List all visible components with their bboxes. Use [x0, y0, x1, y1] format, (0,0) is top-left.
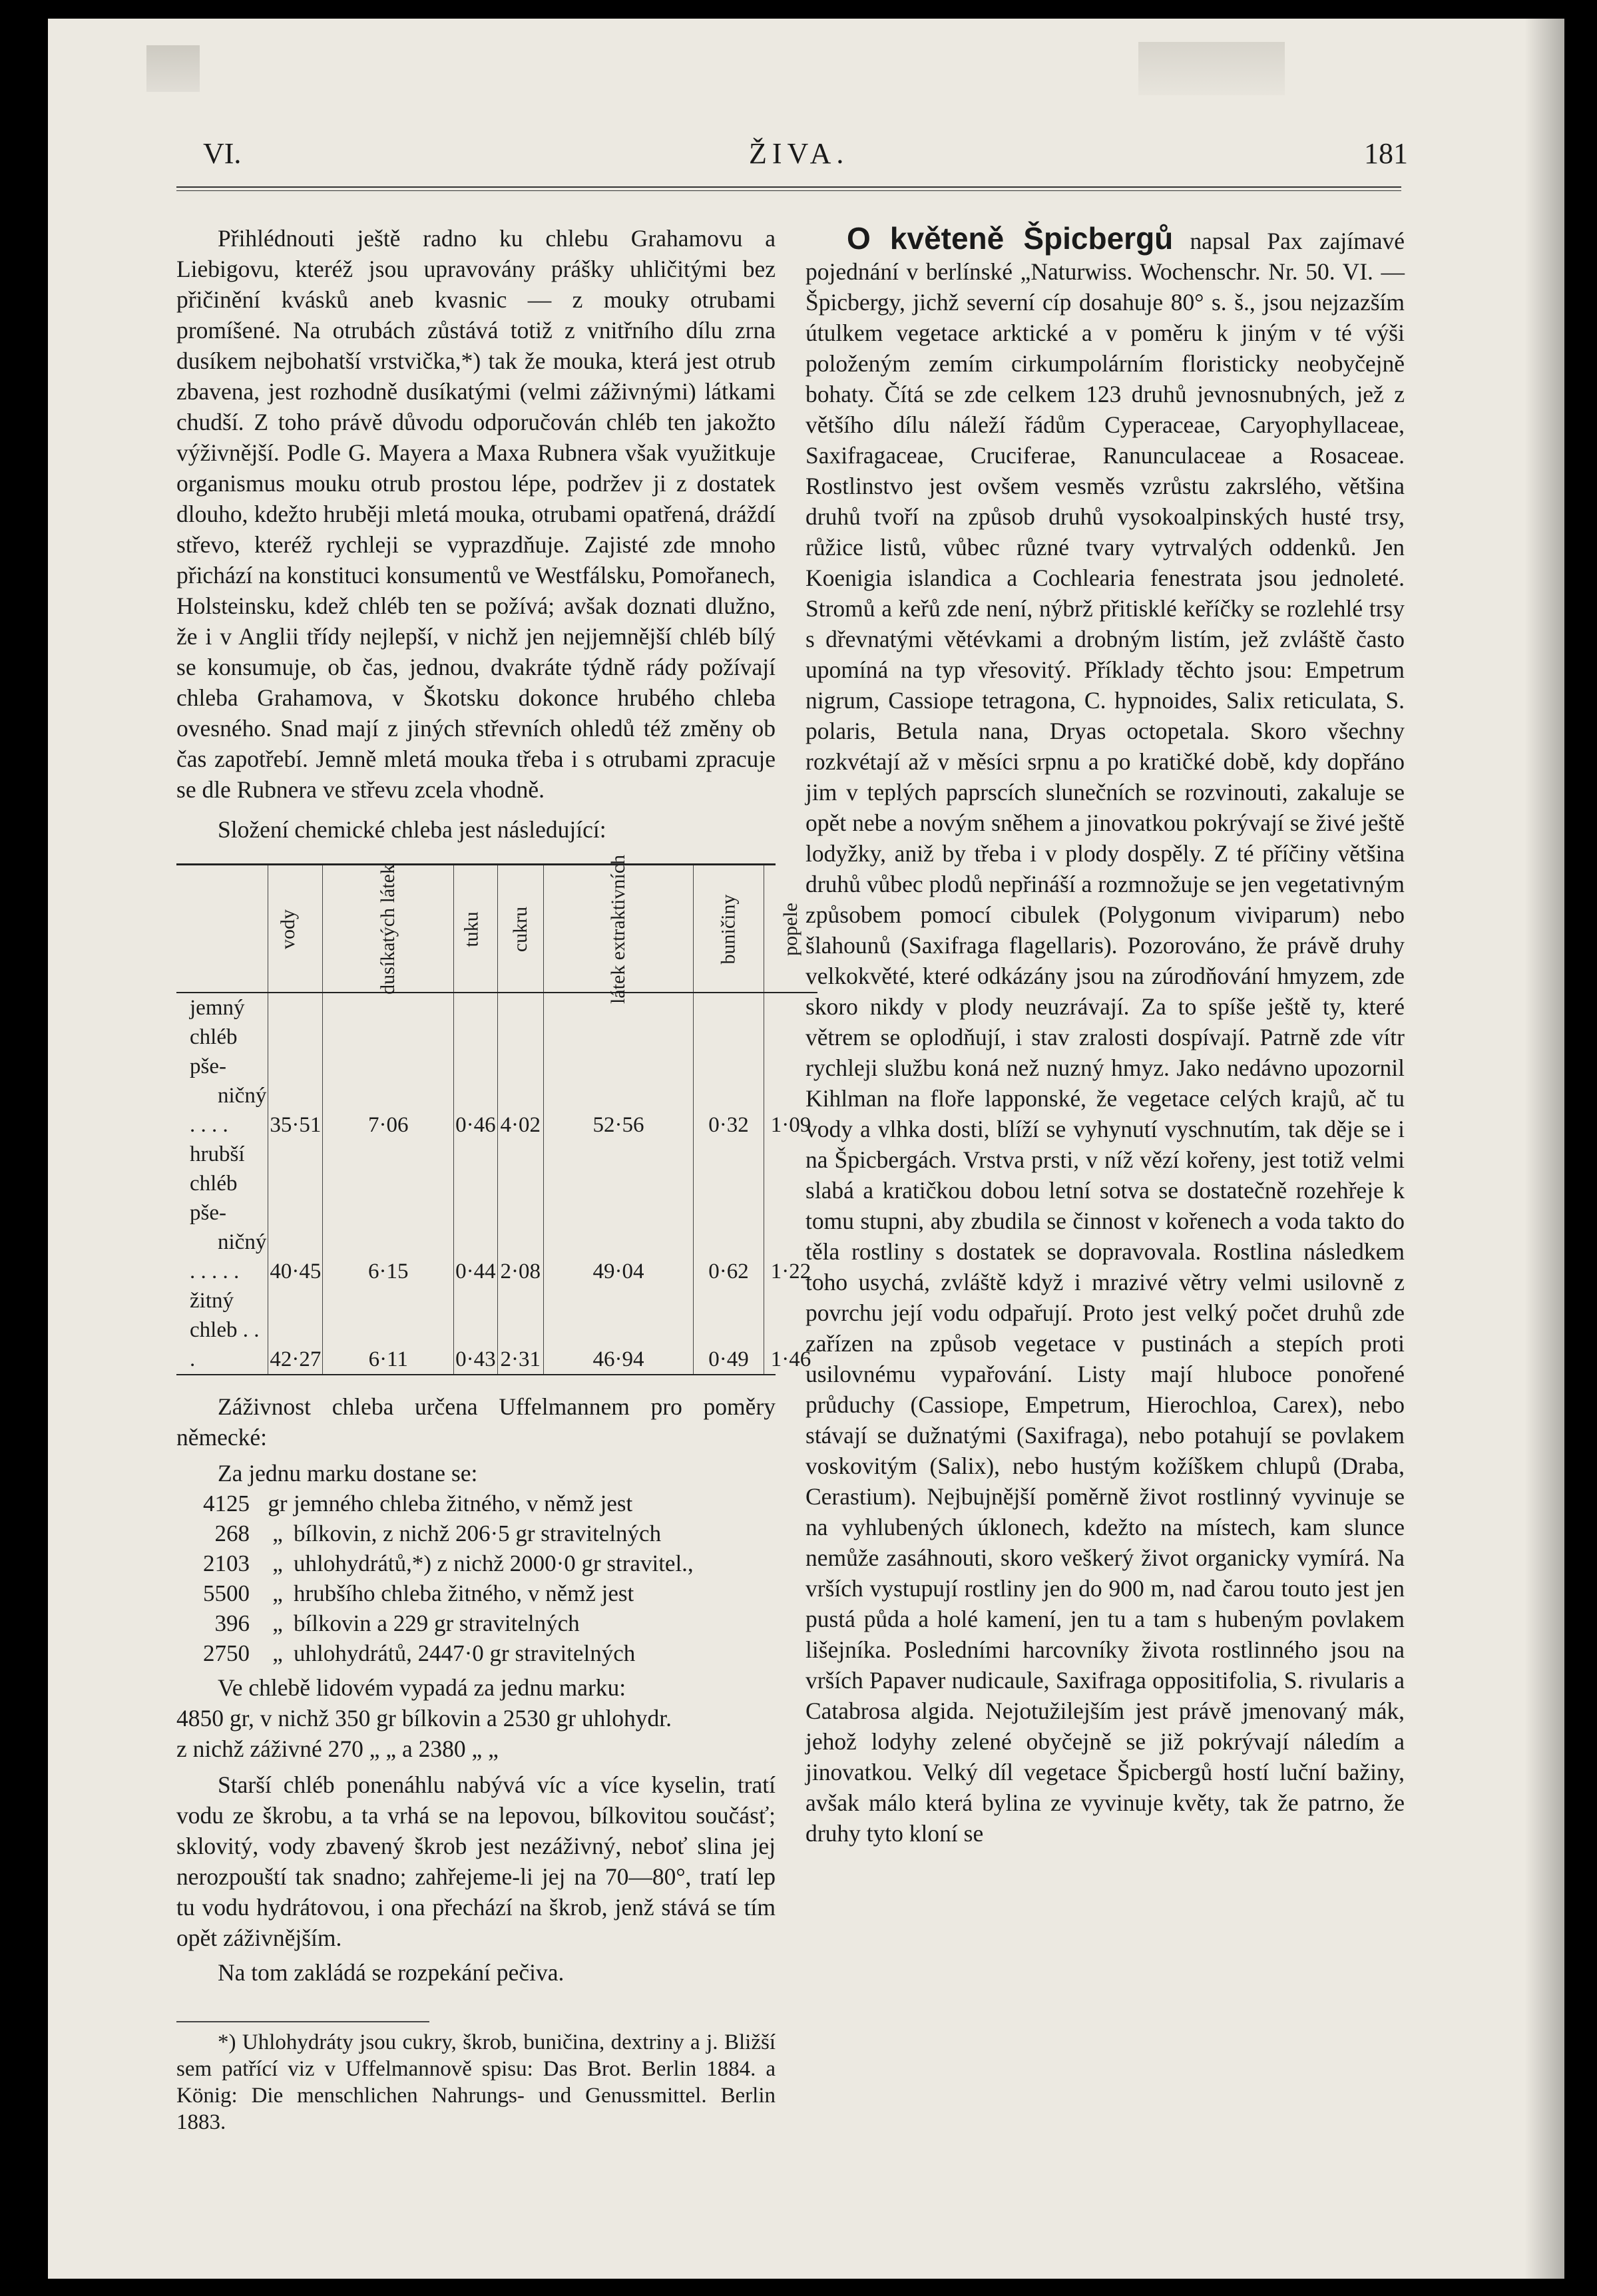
journal-title: ŽIVA. [749, 137, 849, 170]
bleed-through-mark [1138, 42, 1285, 95]
table-cell: 0·43 [454, 1286, 498, 1374]
composition-table [176, 854, 811, 1375]
table-cell: 0·62 [694, 1140, 764, 1286]
header-rule [176, 186, 1401, 191]
row-label: hrubší chléb pše- ničný . . . . . [190, 1142, 267, 1283]
paragraph: Starší chléb ponenáhlu nabývá víc a více kyselin, tratí vodu ze škrobu, a ta vrhá se na lepovou, bílkovitou součásť; sklovitý, vody zbavený škrob jest nezáživný, neboť slina jej nerozpouští tak snadno; zahřejeme-li jej na 70—80°, tratí lep tu vodu hydrátovou, i ona přechází na škrob, jenž stává se tím opět záživnějším. [176, 1771, 776, 1951]
paragraph [805, 223, 1405, 1849]
page-number: 181 [1364, 137, 1408, 170]
column-header: tuku [454, 865, 498, 993]
paragraph-text: napsal Pax zajímavé pojednání v berlínské „Naturwiss. Wochenschr. Nr. 50. VI. — Špicbergy, jichž severní cíp dosahuje 80° s. š., jsou nejzazším útulkem vegetace arktické a v poměru k jiným v té výši položeným zemím cirkumpolárním floristicky neobyčejně bohaty. Čítá se zde celkem 123 druhů jevnosnubných, jež z většího dílu náleží řádům Cyperaceae, Caryophyllaceae, Saxifragaceae, Cruciferae, Ranunculaceae a Rosaceae. Rostlinstvo jest ovšem vesměs vzrůstu zakrslého, většina druhů tvoří na způsob druhů vysokoalpinských husté trsy, růžice listů, vůbec různé tvary vytrvalých oddenků. Jen Koenigia islandica a Cochlearia fenestrata jsou jednoleté. Stromů a keřů zde není, nýbrž přitisklé keříčky se rozlehlé trsy s dřevnatými větévkami a drobným listím, jež zvláště často upomíná na typ vřesovitý. Příklady těchto jsou: Empetrum nigrum, Cassiope tetragona, C. hypnoides, Salix reticulata, S. polaris, Betula nana, Dryas octopetala. Skoro všechny rozkvétají až v měsíci srpnu a po kratičké době, kdy dopřáno jim v teplých paprscích slunečních se rozvinouti, zakaluje se opět nebe a novým sněhem a jinovatkou pokrývají se živé ještě lodyžky, aniž by třeba i v plody dospěly. Z té příčiny většina druhů vůbec plodů nepřináší a rozmnožuje se jen vegetativným způsobem pomocí cibulek (Polygonum viviparum) nebo šlahounů (Saxifraga flagellaris). Pozorováno, že právě druhy velkokvěté, které odkázány jsou na zúrodňování hmyzem, zde skoro nikdy v plody neuzrávají. Za to spíše ještě ty, které větrem se oplodňují, i stav zralosti dospívají. Patrně zde vítr rychleji službu koná než nuzný hmyz. Jako nedávno upozornil Kihlman na floře lapponské, že vegetace celých krajů, ač tu vody a vlhka dosti, blíží se vyhynutí vyschnutím, tak děje se i na Špicbergách. Vrstva prsti, v níž vězí kořeny, jest totiž velmi slabá a kratičkou dobou letní sotva se dostatečně rozehřeje k tomu stupni, aby zbudila se činnost v kořenech a voda takto do těla rostliny s dostatek se dopravovala. Rostlina následkem toho usychá, zvláště když i mrazivé větry velmi usilovně z povrchu její vodu odpařují. Proto jest velký počet druhů zde zařízen na způsob vegetace v pustinách a stepích proti usilovnému vypařování. Listy mají hluboce ponořené průduchy (Cassiope, Empetrum, Hierochloa, Carex), nebo stávají se dužnatými (Saxifraga), nebo potahují se povlakem voskovitým (Salix), nebo hustým kožíškem chlupů (Draba, Cerastium). Nejbujnější poměrně život rostlinný vyvinuje se na vyhlubených úklonech, kdežto na místech, kam slunce nemůže zasáhnouti, skoro veškerý život organicky vymírá. Na vrších vystupují rostliny jen do 900 m, nad čarou touto jest jen pustá půda a holé kamení, jen tu a tam s hubeným povlakem lišejníka. Posledními harcovníky života rostlinného jsou na vrších Papaver nudicaule, Saxifraga oppositifolia, S. rivularis a Catabrosa algida. Nejotužilejším jest právě jmenovaný mák, jehož lodyhy zelené obyčejně se již pokrývají náledím a jinovatkou. Velký díl vegetace Špicbergů hostí luční bažiny, avšak málo která bylina ze vyvinuje květy, tak že patrno, že druhy tyto kloní se [805, 228, 1405, 1847]
table-cell: 2·31 [497, 1286, 543, 1374]
table-cell: 0·46 [454, 993, 498, 1140]
paragraph: Záživnost chleba určena Uffelmannem pro poměry německé: [176, 1393, 776, 1451]
list-item: 396 „ bílkovin a 229 gr stravitelných [214, 1610, 580, 1636]
column-header: vody [268, 865, 323, 993]
footnote-rule [176, 2021, 429, 2029]
table-cell: 1·09 [764, 993, 817, 1140]
column-header: dusíkatých látek [323, 865, 454, 993]
left-column [176, 223, 811, 2136]
table-cell: 52·56 [543, 993, 693, 1140]
row-label: žitný chleb . . . [190, 1289, 260, 1371]
table-cell: 4·02 [497, 993, 543, 1140]
bleed-through-mark [146, 45, 200, 92]
table-cell: 40·45 [268, 1140, 323, 1286]
paragraph: Přihlédnouti ještě radno ku chlebu Grahamovu a Liebigovu, kteréž jsou upravovány prášky uhličitými bez přičinění kvásků aneb kvasnic — z mouky otrubami promíšené. Na otrubách zůstává totiž z vnitřního dílu zrna dusíkem nejbohatší vrstvička,*) tak že mouka, která jest otrub zbavena, jest rozhodně dusíkatými (velmi záživnými) látkami chudší. Z toho právě důvodu odporučován chléb ten jakožto výživnější. Podle G. Mayera a Maxa Rubnera však využitkuje organismus mouku otrub prostou lépe, podržev ji z dostatek dlouho, kdežto hruběji mletá mouka, otrubami opatřená, dráždí střevo, kteréž rychleji se vyprazdňuje. Zajisté zde mnoho přichází na konstituci konsumentů ve Westfálsku, Pomořanech, Holsteinsku, kdež chléb ten se požívá; avšak doznati dlužno, že i v Anglii třídy nejlepší, v nichž jen nejjemnější chléb bílý se konsumuje, ob čas, jednou, dvakráte týdně rády požívají chleba Grahamova, v Škotsku dokonce hrubého chleba ovesného. Snad mají z jiných střevních ohledů též změny ob čas zapotřebí. Jemně mletá mouka třeba i s otrubami zpracuje se dle Rubnera ve střevu zcela vhodně. [176, 225, 776, 803]
column-header: cukru [497, 865, 543, 993]
list-item: 268 „ bílkovin, z nichž 206·5 gr stravitelných [214, 1520, 662, 1546]
table-header-row [176, 865, 817, 993]
table-cell: 42·27 [268, 1286, 323, 1374]
price-table [176, 1489, 776, 1668]
right-column [805, 223, 1405, 1849]
list-item: 2103 „ uhlohydrátů,*) z nichž 2000·0 gr stravitel., [203, 1550, 694, 1576]
table-cell: 7·06 [323, 993, 454, 1140]
running-header [163, 136, 1408, 176]
paragraph: Na tom zakládá se rozpekání pečiva. [218, 1959, 565, 1986]
paragraph: 4850 gr, v nichž 350 gr bílkovin a 2530 gr uhlohydr. [176, 1705, 672, 1731]
row-label: jemný chléb pše- ničný . . . . [190, 996, 267, 1137]
list-item: 5500 „ hrubšího chleba žitného, v němž jest [203, 1580, 634, 1606]
paragraph: Ve chlebě lidovém vypadá za jednu marku: [218, 1674, 626, 1701]
table-row [176, 993, 817, 1140]
table-cell: 46·94 [543, 1286, 693, 1374]
volume-number: VI. [203, 137, 242, 170]
table-row [176, 1286, 817, 1374]
table-cell: 1·46 [764, 1286, 817, 1374]
row-label-header [176, 865, 268, 993]
column-header: popele [764, 865, 817, 993]
footnote: *) Uhlohydráty jsou cukry, škrob, buničina, dextriny a j. Bližší sem patřící viz v Uffelmannově spisu: Das Brot. Berlin 1884. a König: Die menschlichen Nahrungs- und Genussmittel. Berlin 1883. [176, 2030, 776, 2134]
paragraph: Za jednu marku dostane se: [218, 1460, 478, 1487]
page-edge-shadow [1524, 19, 1564, 2279]
table-cell: 6·11 [323, 1286, 454, 1374]
column-header: buničiny [694, 865, 764, 993]
table-cell: 0·32 [694, 993, 764, 1140]
section-heading: O květeně Špicbergů [847, 221, 1174, 256]
table-cell: 0·44 [454, 1140, 498, 1286]
list-item: 2750 „ uhlohydrátů, 2447·0 gr stravitelných [203, 1640, 636, 1666]
table-cell: 49·04 [543, 1140, 693, 1286]
list-item: 4125 gr jemného chleba žitného, v němž jest [203, 1491, 633, 1516]
table-row [176, 1140, 817, 1286]
table-cell: 2·08 [497, 1140, 543, 1286]
table-cell: 35·51 [268, 993, 323, 1140]
paragraph: z nichž záživné 270 „ „ a 2380 „ „ [176, 1735, 499, 1762]
column-header: látek extraktivních [543, 865, 693, 993]
table-cell: 0·49 [694, 1286, 764, 1374]
table-intro: Složení chemické chleba jest následující: [218, 816, 606, 843]
table-cell: 1·22 [764, 1140, 817, 1286]
table-cell: 6·15 [323, 1140, 454, 1286]
